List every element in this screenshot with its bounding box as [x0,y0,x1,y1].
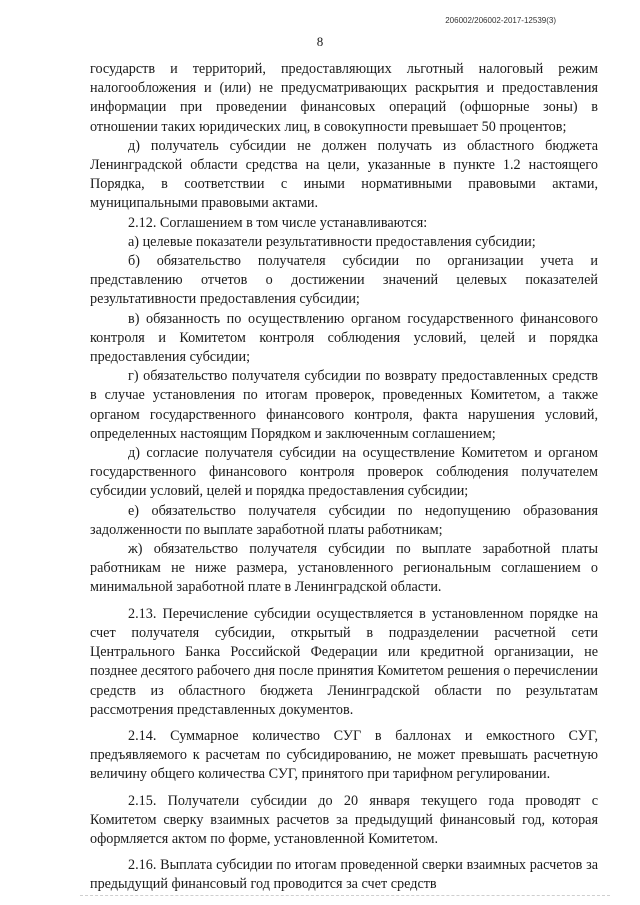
paragraph-continuation: государств и территорий, предоставляющих льготный налоговый режим налогообложения и (или) не предусматривающих раскрытия и предоставления информации при проведении финансовых операций (офшорные зоны) в отношении таких юридических лиц, в совокупности превышает 50 процентов; [90,61,598,135]
paragraph-2-12-g: г) обязательство получателя субсидии по возврату предоставленных средств в случае установления по итогам проверок, проведенных Комитетом, а также органом государственного финансового контроля, факта нарушения условий, определенных настоящим Порядком и заключенным соглашением; [90,368,598,442]
paragraph-2-14: 2.14. Суммарное количество СУГ в баллонах и емкостного СУГ, предъявляемого к расчетам по субсидированию, не может превышать расчетную величину общего количества СУГ, принятого при тарифном регулировании. [90,727,598,783]
document-body [90,60,598,895]
paragraph-2-16: 2.16. Выплата субсидии по итогам проведенной сверки взаимных расчетов за предыдущий финансовый год проводится за счет средств [90,857,598,893]
paragraph-2-12-zh: ж) обязательство получателя субсидии по выплате заработной платы работникам не ниже размера, установленного региональным соглашением о минимальной заработной плате в Ленинградской области. [90,541,598,596]
paragraph-2-12: 2.12. Соглашением в том числе устанавливаются: [128,214,428,231]
paragraph-item-d: д) получатель субсидии не должен получать из областного бюджета Ленинградской области средства на цели, указанные в пункте 1.2 настоящего Порядка, в соответствии с иными нормативными правовыми актами, муниципальными правовыми актами. [90,137,598,212]
document-registration-code: 206002/206002-2017-12539(3) [445,16,556,25]
paragraph-2-12-v: в) обязанность по осуществлению органом государственного финансового контроля и Комитетом контроля соблюдения условий, целей и порядка предоставления субсидии; [90,310,598,366]
page-bottom-edge [80,895,610,896]
paragraph-2-15: 2.15. Получатели субсидии до 20 января текущего года проводят с Комитетом сверку взаимных расчетов за предыдущий финансовый год, которая оформляется актом по форме, установленной Комитетом. [90,792,598,847]
paragraph-2-13: 2.13. Перечисление субсидии осуществляется в установленном порядке на счет получателя субсидии, открытый в подразделении расчетной сети Центрального Банка Российской Федерации или кредитной организации, не позднее десятого рабочего дня после принятия Комитетом решения о перечислении средств из областного бюджета Ленинградской области по результатам рассмотрения представленных документов. [90,605,598,718]
paragraph-2-12-d: д) согласие получателя субсидии на осуществление Комитетом и органом государственного финансового контроля проверок соблюдения получателем субсидии условий, целей и порядка предоставления субсидии; [90,445,598,500]
page-number: 8 [316,34,324,49]
paragraph-2-12-b: б) обязательство получателя субсидии по организации учета и представлению отчетов о достижении значений целевых показателей результативности предоставления субсидии; [90,253,598,308]
paragraph-2-12-e: е) обязательство получателя субсидии по недопущению образования задолженности по выплате заработной платы работникам; [90,502,598,538]
paragraph-2-12-a: а) целевые показатели результативности предоставления субсидии; [128,233,536,250]
